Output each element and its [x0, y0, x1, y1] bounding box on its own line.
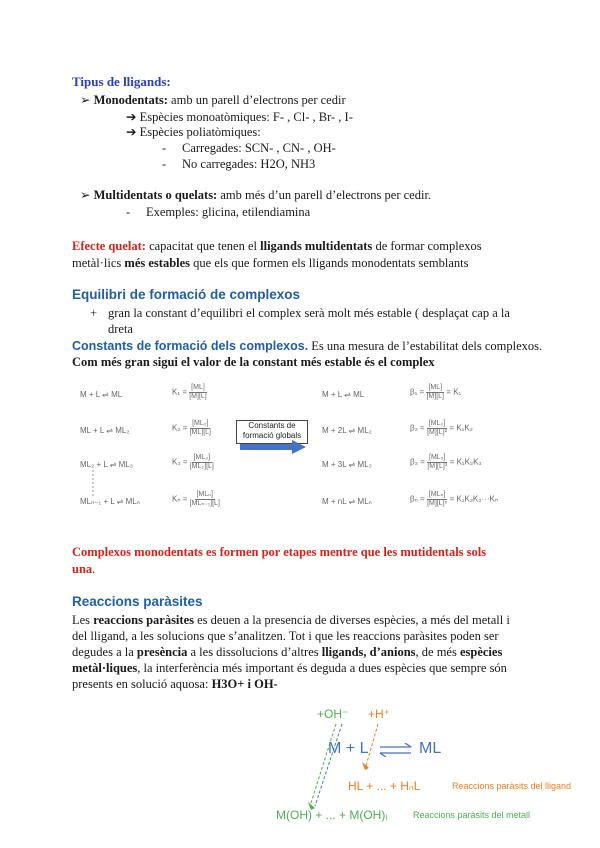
p3c: a les dissolucions d’altres — [187, 645, 322, 659]
right-reaction-2: M + 2L ⇌ ML₂ — [322, 426, 372, 435]
constants-text: Es una mesura de l’estabilitat dels complexos. — [308, 339, 543, 353]
dotted-continuation — [88, 470, 98, 498]
mono-label: Monodentats: — [93, 93, 168, 107]
beta-num: [MLₙ] — [428, 491, 446, 498]
dash-bullet: - — [162, 157, 167, 171]
section-title-tipus: Tipus de lligands: — [72, 74, 171, 89]
mono-text: amb un parell d’electrons per cedir — [167, 93, 346, 107]
left-reaction-3: ML₂ + L ⇌ ML₃ — [80, 460, 134, 469]
section-title-equilibri: Equilibri de formació de complexos — [72, 287, 301, 302]
k-num: [ML₂] — [192, 420, 209, 427]
beta-tail: = K₁K₂K₃ — [449, 457, 482, 467]
dash-bullet: - — [162, 141, 167, 155]
quelat-bold1: lligands multidentats — [260, 239, 373, 253]
right-reaction-3: M + 3L ⇌ ML₃ — [322, 460, 372, 469]
k-num: [MLₙ] — [196, 491, 213, 498]
multi-sub1-text: Exemples: glicina, etilendiamina — [146, 205, 311, 219]
beta-tail: = K₁K₂K₃···Kₙ — [449, 494, 499, 504]
k-den: [ML][L] — [189, 429, 211, 436]
right-constant-1 — [410, 384, 461, 401]
beta-label: β₁ = — [410, 387, 425, 397]
left-reaction-4: MLₙ₋₁ + L ⇌ MLₙ — [80, 497, 140, 506]
mono-sub1-text: Espècies monoatòmiques: F- , Cl- , Br- , I- — [139, 110, 353, 124]
quelat-label: Efecte quelat: — [72, 239, 146, 253]
beta-tail: = K₁K₂ — [449, 423, 473, 433]
multi-item — [80, 187, 431, 203]
p5a: presents en solució aquosa: — [72, 677, 212, 691]
mono-sub2a — [162, 140, 336, 156]
k-label: Kₙ = — [172, 494, 188, 504]
constants-title: Constants de formació dels complexos. — [72, 339, 309, 353]
mono-sub2b-text: No carregades: H2O, NH3 — [182, 157, 316, 171]
equilibri-bullet — [90, 305, 510, 321]
plus-bullet: + — [90, 306, 98, 320]
parasites-p5 — [72, 676, 278, 692]
parasites-p1 — [72, 612, 510, 628]
p4a: metàl·liques — [72, 661, 138, 675]
parasites-p2: del lligand, a les solucions que s’analitzen. Tot i que les reaccions paràsites poden ser — [72, 629, 499, 643]
right-reaction-4: M + nL ⇌ MLₙ — [322, 497, 372, 506]
k-den: [M][L] — [189, 393, 207, 400]
moh-note: Reaccions paràsits del metall — [413, 810, 531, 820]
beta-den: [M][L]ⁿ — [427, 500, 448, 507]
oh-label: +OH⁻ — [317, 707, 349, 721]
equilibri-bullet-cont: dreta — [108, 322, 133, 336]
k-den: [MLₙ₋₁][L] — [189, 500, 220, 507]
mono-item — [80, 92, 346, 108]
etapes-line2-text: una — [72, 562, 93, 576]
quelat-text4: que els que formen els lligands monodentats semblants — [190, 256, 469, 270]
arrow-icon: ➢ — [80, 188, 91, 202]
k-label: K₂ = — [172, 423, 188, 433]
beta-num: [ML₃] — [429, 454, 446, 461]
left-constant-1 — [172, 384, 207, 401]
section-title-parasites: Reaccions paràsites — [72, 594, 203, 609]
left-reaction-1: M + L ⇌ ML — [80, 390, 123, 399]
beta-den: [M][L] — [426, 393, 444, 400]
mono-sub2b — [162, 156, 315, 172]
p3a: degudes a la — [72, 645, 137, 659]
moh-species: M(OH) + ... + M(OH)ᵢ — [276, 808, 388, 822]
hl-note: Reaccions paràsits del lligand — [452, 781, 572, 791]
p3d: lligands, d’anions — [321, 645, 416, 659]
left-constant-3 — [172, 454, 214, 471]
beta-den: [M][L]² — [427, 429, 447, 436]
p3b: presència — [136, 645, 188, 659]
quelat-line1 — [72, 238, 482, 254]
beta-num: [ML₂] — [428, 420, 446, 427]
etapes-line1: Complexos monodentats es formen por etapes mentre que les mutidentals sols — [72, 545, 487, 559]
equilibri-bullet-text: gran la constant d’equilibri el complex serà molt més estable ( desplaçat cap a la — [108, 306, 510, 320]
right-constant-2 — [410, 420, 473, 437]
quelat-line2 — [72, 255, 468, 271]
k-label: K₃ = — [172, 457, 188, 467]
beta-label: β₂ = — [410, 423, 425, 433]
mono-sub1 — [126, 109, 353, 125]
right-reaction-1: M + L ⇌ ML — [322, 390, 365, 399]
etapes-line2 — [72, 561, 95, 577]
arrow-right-icon: ➔ — [126, 110, 137, 124]
beta-tail: = K₁ — [446, 387, 462, 397]
mono-sub2-text: Espècies poliatòmiques: — [139, 125, 261, 139]
arrow-right-icon: ➔ — [126, 125, 137, 139]
multi-text: amb més d’un parell d’electrons per cedir. — [217, 188, 432, 202]
hl-species: HL + ... + HₙL — [348, 779, 421, 793]
arrow-right-icon — [238, 440, 308, 454]
quelat-text1: capacitat que tenen el — [145, 239, 261, 253]
constants-bold: Com més gran sigui el valor de la constant més estable és el complex — [72, 355, 435, 369]
k-label: K₁ = — [172, 387, 187, 397]
global-constants-box: Constants de formació globals — [236, 420, 308, 444]
p1c: es deuen a la presencia de diverses espècies, a més del metall i — [193, 613, 510, 627]
left-constant-2 — [172, 420, 211, 437]
p3f: espècies — [459, 645, 503, 659]
left-constant-4 — [172, 491, 220, 508]
p1a: Les — [72, 613, 94, 627]
mono-sub2a-text: Carregades: SCN- , CN- , OH- — [182, 141, 336, 155]
beta-label: βₙ = — [410, 494, 425, 504]
beta-label: β₃ = — [410, 457, 425, 467]
dash-bullet: - — [126, 205, 131, 219]
quelat-text2: de formar complexos — [372, 239, 482, 253]
p5b: H3O+ i OH- — [211, 677, 278, 691]
k-num: [ML₃] — [193, 454, 211, 461]
ml-left: M + L — [328, 740, 369, 757]
p1b: reaccions paràsites — [93, 613, 194, 627]
beta-den: [M][L]³ — [427, 463, 448, 470]
multi-label: Multidentats o quelats: — [93, 188, 218, 202]
parasites-p4 — [72, 660, 507, 676]
right-constant-4 — [410, 491, 498, 508]
arrow-icon: ➢ — [80, 93, 91, 107]
ml-right: ML — [419, 740, 442, 757]
constants-line — [72, 338, 542, 354]
left-reaction-2: ML + L ⇌ ML₂ — [80, 426, 130, 435]
multi-sub1 — [126, 204, 310, 220]
quelat-bold2: més estables — [124, 256, 191, 270]
parasites-p3 — [72, 644, 502, 660]
p4b: , la interferència més important és deguda a dues espècies que sempre són — [137, 661, 507, 675]
mono-sub2 — [126, 124, 261, 140]
h-label: +H⁺ — [368, 707, 391, 721]
etapes-dot: . — [92, 562, 96, 576]
beta-num: [ML] — [428, 384, 443, 391]
quelat-text3: metàl·lics — [72, 256, 125, 270]
dashed-arrows — [300, 722, 390, 812]
k-den: [ML₂][L] — [189, 463, 214, 470]
p3e: , de més — [415, 645, 460, 659]
k-num: [ML] — [191, 384, 205, 391]
right-constant-3 — [410, 454, 482, 471]
